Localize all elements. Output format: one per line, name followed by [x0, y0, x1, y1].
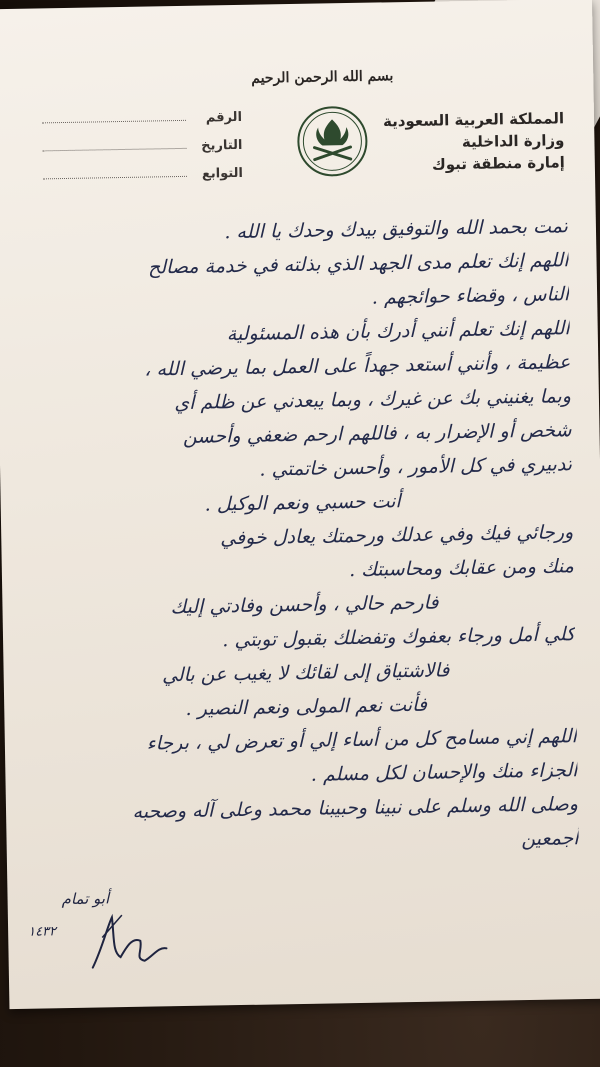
body-line: فارحم حالي ، وأحسن وفادتي إليك [170, 591, 439, 619]
body-line: وصلى الله وسلم على نبينا وحبيبنا محمد وعلى آله وصحبه [132, 793, 579, 823]
body-line: تمت بحمد الله والتوفيق بيدك وحدك يا الله . [224, 215, 569, 244]
number-line [42, 120, 186, 124]
attachments-row [43, 153, 243, 184]
signature-name: أبو تمام [61, 889, 110, 909]
body-line: شخص أو الإضرار به ، فاللهم ارحم ضعفي وأحسن [182, 419, 572, 448]
body-line: تدبيري في كل الأمور ، وأحسن خاتمتي . [259, 453, 573, 481]
signature-scribble [82, 906, 173, 978]
signature-date: ١٤٣٢ [28, 924, 57, 940]
body-line: الناس ، وقضاء حوائجهم . [371, 283, 570, 309]
date-line [43, 148, 187, 152]
number-label: الرقم [205, 109, 243, 126]
attachments-label: التوابع [201, 165, 244, 182]
body-line: الجزاء منك والإحسان لكل مسلم . [310, 759, 578, 786]
letterhead [384, 107, 565, 176]
attachments-line [43, 176, 187, 180]
body-line: منك ومن عقابك ومحاسبتك . [348, 555, 575, 582]
body-line: فأنت نعم المولى ونعم النصير . [185, 693, 428, 720]
saudi-emblem-icon [292, 101, 373, 182]
date-row [42, 125, 242, 156]
date-label: التاريخ [201, 137, 243, 154]
body-line: وبما يغنيني بك عن غيرك ، وبما يبعدني عن ظلم أي [174, 385, 572, 415]
body-line: اللهم إني مسامح كل من أساء إلي أو تعرض لي ، برجاء [146, 725, 578, 755]
body-line: كلي أمل ورجاء بعفوك وتفضلك بقبول توبتي . [222, 623, 576, 652]
letterhead-country: المملكة العربية السعودية [382, 109, 565, 131]
basmala: بسم الله الرحمن الرحيم [251, 68, 394, 87]
letter-body [28, 209, 579, 864]
body-line: أجمعين [521, 827, 579, 851]
body-line: اللهم إنك تعلم مدى الجهد الذي بذلته في خدمة مصالح [147, 249, 569, 279]
body-line: فالاشتياق إلى لقائك لا يغيب عن بالي [161, 659, 450, 687]
body-line: ورجائي فيك وفي عدلك ورحمتك يعادل خوفي [220, 521, 574, 550]
letterhead-ministry: وزارة الداخلية [461, 131, 565, 152]
body-line: عظيمة ، وأنني أستعد جهداً على العمل بما يرضي الله ، [144, 351, 571, 381]
body-line: اللهم إنك تعلم أنني أدرك بأن هذه المسئولية [226, 317, 570, 346]
signature-block [21, 886, 213, 979]
letterhead-region: إمارة منطقة تبوك [431, 153, 565, 174]
meta-fields [42, 97, 243, 184]
body-line: أنت حسبي ونعم الوكيل . [204, 490, 401, 516]
number-row [42, 97, 242, 128]
